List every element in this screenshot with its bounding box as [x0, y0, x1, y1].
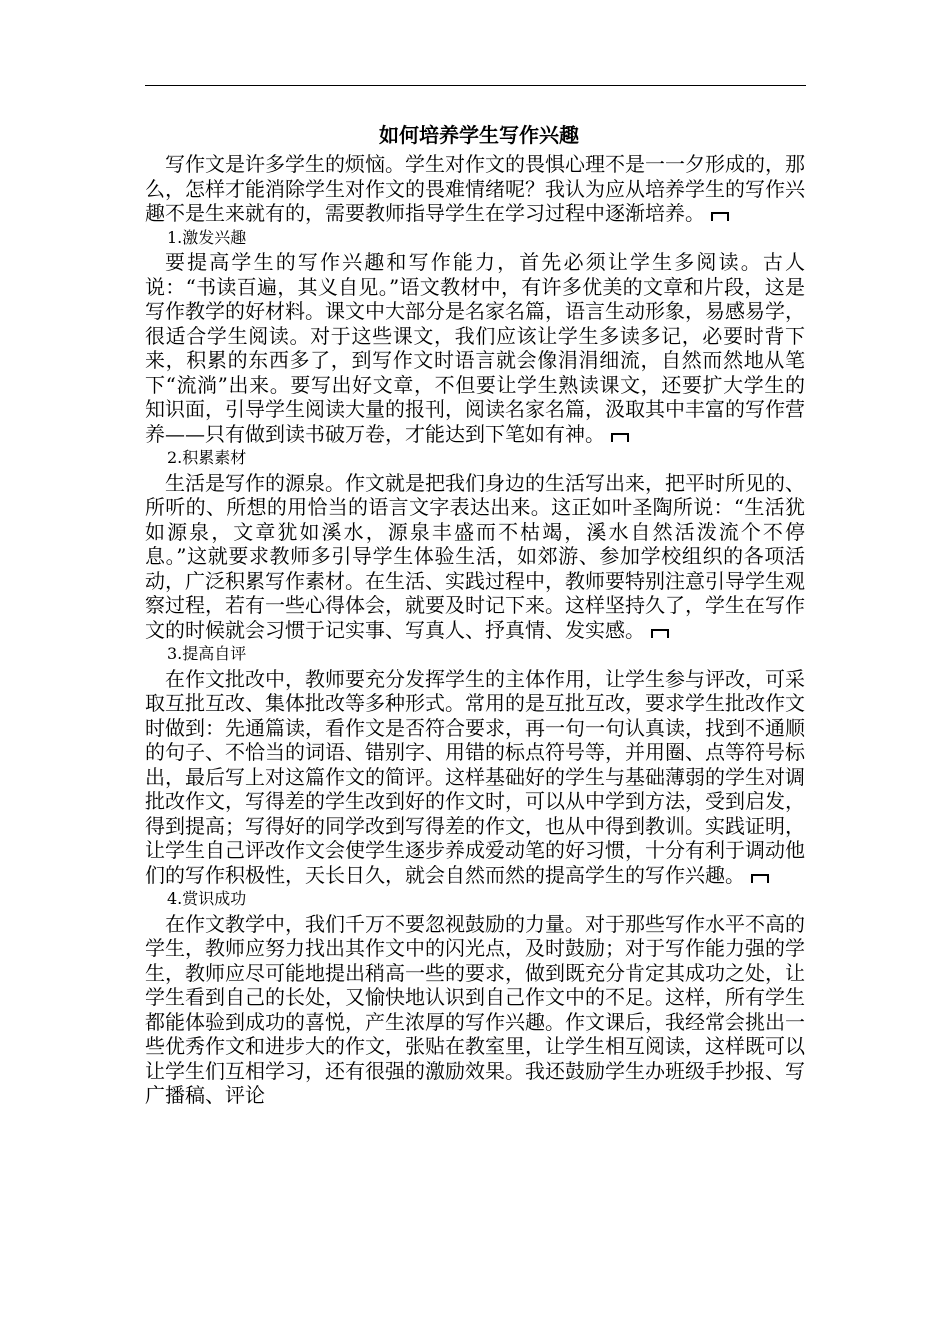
header-rule [145, 85, 806, 86]
paragraph-mark-icon [651, 629, 669, 638]
paragraph-mark-icon [751, 874, 769, 883]
section-heading-1: 1.激发兴趣 [167, 227, 247, 247]
section-paragraph-2 [145, 471, 805, 643]
intro-paragraph [145, 152, 805, 226]
paragraph-mark-icon [611, 433, 629, 442]
section-paragraph-3 [145, 667, 805, 888]
document-body [145, 118, 805, 1108]
section-paragraph-1 [145, 250, 805, 446]
section-body-2: 生活是写作的源泉。作文就是把我们身边的生活写出来，把平时所见的、所听的、所想的用恰当的语言文字表达出来。这正如叶圣陶所说：“生活犹如源泉，文章犹如溪水，源泉丰盛而不枯竭，溪水自然活泼流个不停息。”这就要求教师多引导学生体验生活，如郊游、参加学校组织的各项活动，广泛积累写作素材。在生活、实践过程中，教师要特别注意引导学生观察过程，若有一些心得体会，就要及时记下来。这样坚持久了，学生在写作文的时候就会习惯于记实事、写真人、抒真情、发实感。 [145, 470, 805, 642]
section-paragraph-4 [145, 912, 805, 1108]
section-heading-3: 3.提高自评 [167, 644, 247, 663]
document-title: 如何培养学生写作兴趣 [379, 123, 579, 147]
section-body-3: 在作文批改中，教师要充分发挥学生的主体作用，让学生参与评改，可采取互批互改、集体批改等多种形式。常用的是互批互改，要求学生批改作文时做到：先通篇读，看作文是否符合要求，再一句一句认真读，找到不通顺的句子、不恰当的词语、错别字、用错的标点符号等，并用圈、点等符号标出，最后写上对这篇作文的简评。这样基础好的学生与基础薄弱的学生对调批改作文，写得差的学生改到好的作文时，可以从中学到方法，受到启发，得到提高；写得好的同学改到写得差的作文，也从中得到教训。实践证明，让学生自己评改作文会使学生逐步养成爱动笔的好习惯，十分有利于调动他们的写作积极性，天长日久，就会自然而然的提高学生的写作兴趣。 [145, 666, 805, 887]
section-body-1: 要提高学生的写作兴趣和写作能力，首先必须让学生多阅读。古人说：“书读百遍，其义自见。”语文教材中，有许多优美的文章和片段，这是写作教学的好材料。课文中大部分是名家名篇，语言生动形象，易感易学，很适合学生阅读。对于这些课文，我们应该让学生多读多记，必要时背下来，积累的东西多了，到写作文时语言就会像涓涓细流，自然而然地从笔下“流淌”出来。要写出好文章，不但要让学生熟读课文，还要扩大学生的知识面，引导学生阅读大量的报刊，阅读名家名篇，汲取其中丰富的写作营养——只有做到读书破万卷，才能达到下笔如有神。 [145, 250, 805, 446]
section-heading-4: 4.赏识成功 [167, 889, 247, 908]
paragraph-mark-icon [711, 212, 729, 221]
intro-text: 写作文是许多学生的烦恼。学生对作文的畏惧心理不是一一夕形成的，那么，怎样才能消除学生对作文的畏难情绪呢？我认为应从培养学生的写作兴趣不是生来就有的，需要教师指导学生在学习过程中逐渐培养。 [145, 152, 805, 225]
section-body-4: 在作文教学中，我们千万不要忽视鼓励的力量。对于那些写作水平不高的学生，教师应努力找出其作文中的闪光点，及时鼓励；对于写作能力强的学生，教师应尽可能地提出稍高一些的要求，做到既充分肯定其成功之处，让学生看到自己的长处，又愉快地认识到自己作文中的不足。这样，所有学生都能体验到成功的喜悦，产生浓厚的写作兴趣。作文课后，我经常会挑出一些优秀作文和进步大的作文，张贴在教室里，让学生相互阅读，这样既可以让学生们互相学习，还有很强的激励效果。我还鼓励学生办班级手抄报、写广播稿、评论 [145, 911, 805, 1107]
section-heading-2: 2.积累素材 [167, 448, 247, 467]
